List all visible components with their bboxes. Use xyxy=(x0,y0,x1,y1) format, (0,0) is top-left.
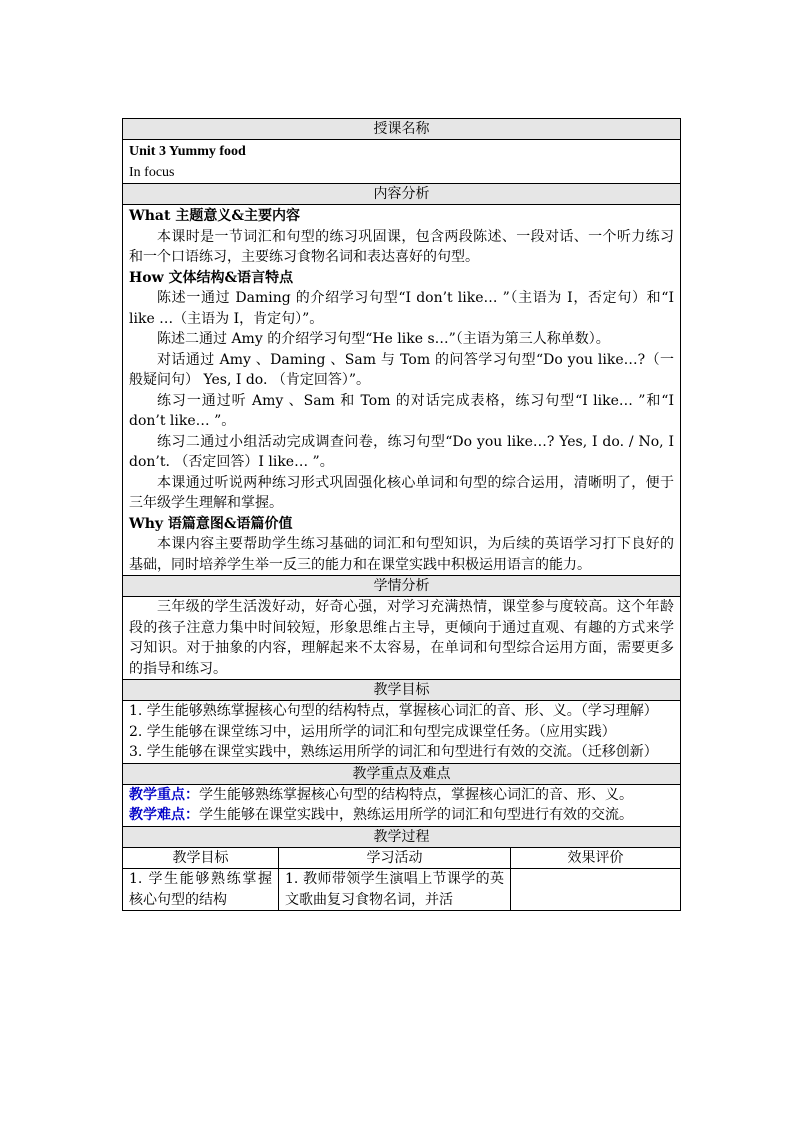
keypoints-row xyxy=(123,784,681,826)
process-row-1-goal-text: 1. 学生能够熟练掌握核心句型的结构 xyxy=(129,871,272,908)
goals-header-row xyxy=(123,680,681,701)
title-header-row xyxy=(123,119,681,140)
process-row-1 xyxy=(123,869,681,911)
process-col-goal: 教学目标 xyxy=(123,847,279,869)
process-header-row xyxy=(123,826,681,847)
goals-row xyxy=(123,701,681,764)
process-col-activity: 学习活动 xyxy=(279,847,511,869)
process-col-evaluation: 效果评价 xyxy=(511,847,681,869)
learner-header-row xyxy=(123,576,681,597)
lesson-subtitle: In focus xyxy=(129,164,175,180)
difficult-point xyxy=(129,805,674,826)
goals-header: 教学目标 xyxy=(123,680,681,701)
how-paragraph-6: 本课通过听说两种练习形式巩固强化核心单词和句型的综合运用，清晰明了，便于三年级学生理解和掌握。 xyxy=(129,474,674,511)
process-row-1-evaluation xyxy=(511,869,681,911)
content-header: 内容分析 xyxy=(123,184,681,205)
how-paragraph-5: 练习二通过小组活动完成调查问卷，练习句型“Do you like…? Yes, I do. / No, I don’t. （否定回答）I like… ”。 xyxy=(129,433,674,470)
process-header: 教学过程 xyxy=(123,826,681,847)
process-column-header-row xyxy=(123,847,681,869)
unit-title: Unit 3 Yummy food xyxy=(129,144,246,159)
key-point-label: 教学重点： xyxy=(129,786,199,803)
goal-2: 2. 学生能够在课堂练习中，运用所学的词汇和句型完成课堂任务。（应用实践） xyxy=(129,723,616,740)
title-header: 授课名称 xyxy=(123,119,681,140)
how-label: How 文体结构&语言特点 xyxy=(129,269,294,286)
goal-1: 1. 学生能够熟练掌握核心句型的结构特点，掌握核心词汇的音、形、义。（学习理解） xyxy=(129,703,658,719)
content-row xyxy=(123,205,681,576)
process-row-1-activity-text: 1. 教师带领学生演唱上节课学的英文歌曲复习食物名词，并活 xyxy=(285,871,504,908)
process-row-1-activity xyxy=(279,869,511,911)
learner-header: 学情分析 xyxy=(123,576,681,597)
keypoints-header: 教学重点及难点 xyxy=(123,763,681,784)
lesson-plan-page xyxy=(122,118,680,911)
how-paragraph-4: 练习一通过听 Amy 、Sam 和 Tom 的对话完成表格，练习句型“I like… ”和“I don’t like… ”。 xyxy=(129,392,674,429)
why-label: Why 语篇意图&语篇价值 xyxy=(129,515,293,532)
lesson-title-row xyxy=(123,140,681,184)
why-paragraph: 本课内容主要帮助学生练习基础的词汇和句型知识，为后续的英语学习打下良好的基础，同时培养学生举一反三的能力和在课堂实践中积极运用语言的能力。 xyxy=(129,536,674,573)
how-paragraph-2: 陈述二通过 Amy 的介绍学习句型“He like s…”（主语为第三人称单数）。 xyxy=(157,331,610,347)
how-paragraph-3: 对话通过 Amy 、Daming 、Sam 与 Tom 的问答学习句型“Do you like…?（一般疑问句） Yes, I do. （肯定回答）”。 xyxy=(129,351,674,388)
how-paragraph-1: 陈述一通过 Daming 的介绍学习句型“I don’t like… ”（主语为 I，否定句）和“I like …（主语为 I，肯定句）”。 xyxy=(129,290,674,327)
process-row-1-goal xyxy=(123,869,279,911)
keypoints-header-row xyxy=(123,763,681,784)
goal-3: 3. 学生能够在课堂实践中，熟练运用所学的词汇和句型进行有效的交流。（迁移创新） xyxy=(129,744,658,760)
key-point-text: 学生能够熟练掌握核心句型的结构特点，掌握核心词汇的音、形、义。 xyxy=(199,786,633,803)
learner-row xyxy=(123,597,681,680)
what-label: What 主题意义&主要内容 xyxy=(129,208,300,224)
difficult-point-label: 教学难点： xyxy=(129,807,199,823)
lesson-plan-table xyxy=(122,118,681,911)
what-paragraph: 本课时是一节词汇和句型的练习巩固课，包含两段陈述、一段对话、一个听力练习和一个口语练习，主要练习食物名词和表达喜好的句型。 xyxy=(129,228,674,265)
content-header-row xyxy=(123,184,681,205)
key-point xyxy=(129,785,674,806)
difficult-point-text: 学生能够在课堂实践中，熟练运用所学的词汇和句型进行有效的交流。 xyxy=(199,807,633,823)
learner-paragraph: 三年级的学生活泼好动，好奇心强，对学习充满热情，课堂参与度较高。这个年龄段的孩子注意力集中时间较短，形象思维占主导，更倾向于通过直观、有趣的方式来学习知识。对于抽象的内容，理解起来不太容易，在单词和句型综合运用方面，需要更多的指导和练习。 xyxy=(129,599,674,677)
